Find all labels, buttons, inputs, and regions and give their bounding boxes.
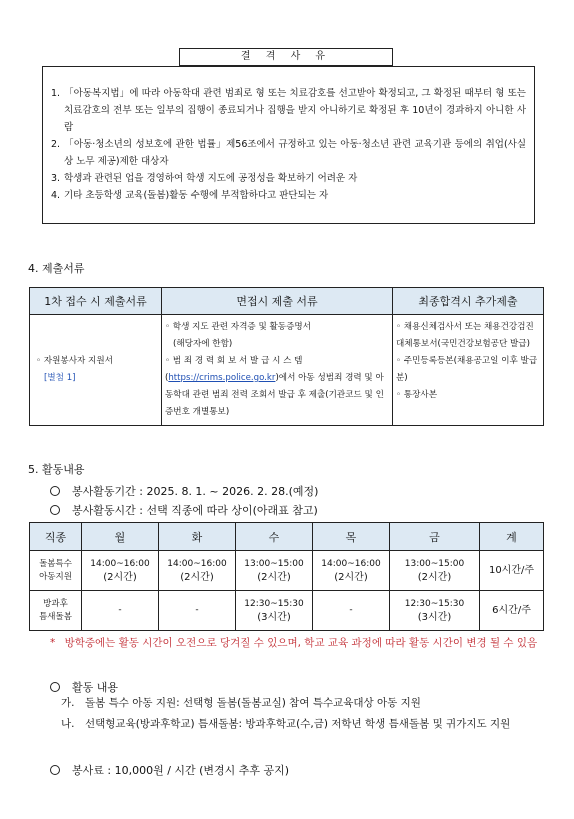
schedule-total: 10시간/주 (480, 551, 544, 591)
content-item: 나. 선택형교육(방과후학교) 틈새돌봄: 방과후학교(수,금) 저학년 학생 틈새돌봄 및 귀가지도 지원 (61, 718, 511, 730)
schedule-cell: 13:00~15:00 (2시간) (390, 551, 480, 591)
activity-hours: 봉사활동시간 : 선택 직종에 따라 상이(아래표 참고) (50, 502, 318, 518)
disqualification-item: 2. 「아동·청소년의 성보호에 관한 법률」제56조에서 규정하고 있는 아동·청소년 관련 교육기관 등에의 취업(사실상 노무 제공)제한 대상자 (51, 139, 526, 167)
documents-heading: 4. 제출서류 (28, 262, 85, 275)
documents-table (29, 287, 544, 426)
documents-final: ◦ 채용신체검사서 또는 채용건강검진대체통보서(국민건강보험공단 발급) ◦ 주민등록등본(채용공고일 이후 발급분) ◦ 통장사본 (393, 315, 544, 426)
schedule-row (30, 551, 544, 591)
schedule-row (30, 591, 544, 631)
disqualification-box (42, 66, 535, 224)
schedule-cell: 14:00~16:00 (2시간) (82, 551, 159, 591)
schedule-cell: 14:00~16:00 (2시간) (313, 551, 390, 591)
schedule-cell: 13:00~15:00 (2시간) (236, 551, 313, 591)
schedule-header: 수 (236, 523, 313, 551)
schedule-role: 돌봄특수 아동지원 (30, 551, 82, 591)
schedule-cell: - (159, 591, 236, 631)
schedule-total: 6시간/주 (480, 591, 544, 631)
documents-header: 면접시 제출 서류 (162, 288, 393, 315)
documents-header: 1차 접수 시 제출서류 (30, 288, 162, 315)
schedule-cell: - (313, 591, 390, 631)
circle-bullet-icon (50, 486, 60, 496)
schedule-cell: 14:00~16:00 (2시간) (159, 551, 236, 591)
note-asterisk: * (50, 637, 56, 649)
crims-link[interactable]: https://crims.police.go.kr (168, 373, 276, 383)
documents-first-submission: ◦ 자원봉사자 지원서 [별첨 1] (30, 315, 162, 426)
schedule-header: 화 (159, 523, 236, 551)
schedule-header: 금 (390, 523, 480, 551)
activity-content-label: 활동 내용 (50, 679, 118, 695)
schedule-header: 계 (480, 523, 544, 551)
schedule-cell: 12:30~15:30 (3시간) (390, 591, 480, 631)
schedule-header: 월 (82, 523, 159, 551)
disqualification-title: 결 격 사 유 (179, 48, 393, 66)
documents-interview: ◦ 학생 지도 관련 자격증 및 활동증명서 (해당자에 한함) ◦ 범 죄 경 력 회 보 서 발 급 시 스 템 (https://crims.police.go.kr)에서 아동 성범죄 경력 및 아동학대 관련 범죄 전력 조회서 발급 후 제출(기관코드 및 인증번호 개별통보) (162, 315, 393, 426)
documents-header: 최종합격시 추가제출 (393, 288, 544, 315)
schedule-table (29, 522, 544, 631)
schedule-cell: 12:30~15:30 (3시간) (236, 591, 313, 631)
disqualification-item: 4. 기타 초등학생 교육(돌봄)활동 수행에 부적합하다고 판단되는 자 (51, 190, 329, 201)
schedule-role: 방과후 틈새돌봄 (30, 591, 82, 631)
circle-bullet-icon (50, 505, 60, 515)
schedule-header: 직종 (30, 523, 82, 551)
disqualification-item: 3. 학생과 관련된 업을 경영하여 학생 지도에 공정성을 확보하기 어려운 자 (51, 173, 358, 184)
schedule-header: 목 (313, 523, 390, 551)
activity-fee: 봉사료 : 10,000원 / 시간 (변경시 추후 공지) (50, 762, 289, 778)
schedule-note: * 방학중에는 활동 시간이 오전으로 당겨질 수 있으며, 학교 교육 과정에 따라 활동 시간이 변경 될 수 있음 (50, 637, 538, 649)
activity-period: 봉사활동기간 : 2025. 8. 1. ~ 2026. 2. 28.(예정) (50, 483, 318, 499)
activity-heading: 5. 활동내용 (28, 463, 85, 476)
circle-bullet-icon (50, 765, 60, 775)
circle-bullet-icon (50, 682, 60, 692)
content-item: 가. 돌봄 특수 아동 지원: 선택형 돌봄(돌봄교실) 참여 특수교육대상 아동 지원 (61, 697, 421, 709)
schedule-cell: - (82, 591, 159, 631)
disqualification-item: 1. 「아동복지법」에 따라 아동학대 관련 범죄로 형 또는 치료감호를 선고받아 확정되고, 그 확정된 때부터 형 또는 치료감호의 전부 또는 일부의 집행이 종료되거나 집행을 받지 아니하기로 확정된 후 10년이 경과하지 아니한 사람 (51, 88, 526, 133)
